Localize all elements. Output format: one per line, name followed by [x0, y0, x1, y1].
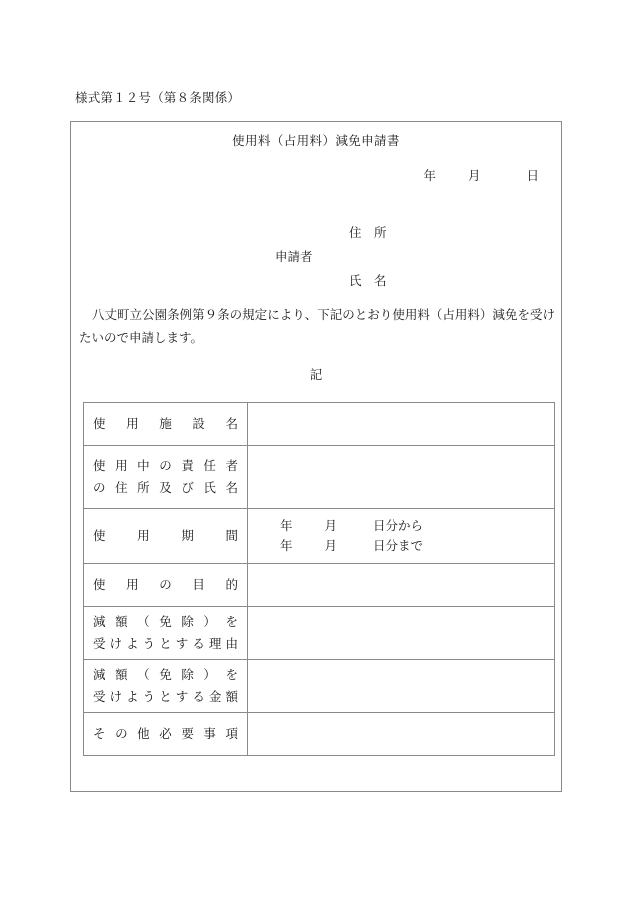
row-value-reduction-reason[interactable]: [248, 607, 555, 660]
applicant-block: [71, 223, 561, 295]
date-month-label: 月: [467, 168, 481, 183]
table-row-facility-name: [84, 403, 555, 446]
row-label-reduction-reason: 減額（免除）を 受けようとする理由: [84, 607, 248, 660]
row-label-usage-purpose: 使用の目的: [84, 564, 248, 607]
row-label-facility-name: 使用施設名: [84, 403, 248, 446]
table-row-reduction-amount: [84, 660, 555, 713]
ki-marker: 記: [309, 367, 323, 382]
row-value-facility-name[interactable]: [248, 403, 555, 446]
form-outer-frame: [70, 121, 562, 792]
usage-period-to-line: [258, 536, 544, 556]
row-value-reduction-amount[interactable]: [248, 660, 555, 713]
table-row-reduction-reason: [84, 607, 555, 660]
usage-period-from-line: [258, 516, 544, 536]
submission-date-line: [423, 166, 539, 184]
period-to-month: 月: [324, 538, 338, 553]
row-label-reduction-amount: 減額（免除）を 受けようとする金額: [84, 660, 248, 713]
period-from-day: 日分から: [373, 517, 424, 533]
row-label-other-matters: その他必要事項: [84, 713, 248, 756]
period-from-year: 年: [280, 517, 293, 533]
date-day-label: 日: [526, 168, 539, 183]
period-to-year: 年: [280, 538, 293, 553]
table-row-other-matters: [84, 713, 555, 756]
application-details-table: [83, 402, 555, 756]
period-from-month: 月: [324, 517, 338, 533]
form-number: 様式第１２号（第８条関係）: [75, 90, 241, 105]
applicant-label: 申請者: [275, 249, 313, 264]
row-value-usage-purpose[interactable]: [248, 564, 555, 607]
table-row-manager-address-name: [84, 446, 555, 509]
applicant-name-label: 氏 名: [349, 273, 387, 288]
table-row-usage-period: [84, 509, 555, 564]
applicant-address-label: 住 所: [349, 225, 387, 240]
row-value-manager-address-name[interactable]: [248, 446, 555, 509]
row-value-usage-period[interactable]: [248, 509, 555, 564]
table-row-usage-purpose: [84, 564, 555, 607]
date-year-label: 年: [423, 168, 436, 183]
body-paragraph: 八丈町立公園条例第９条の規定により、下記のとおり使用料（占用料）減免を受けたいので申請します。: [79, 307, 555, 346]
period-to-day: 日分まで: [373, 538, 424, 553]
row-label-usage-period: 使用期間: [84, 509, 248, 564]
document-title: 使用料（占用料）減免申請書: [232, 133, 400, 148]
row-value-other-matters[interactable]: [248, 713, 555, 756]
row-label-manager-address-name: 使用中の責任者 の住所及び氏名: [84, 446, 248, 509]
